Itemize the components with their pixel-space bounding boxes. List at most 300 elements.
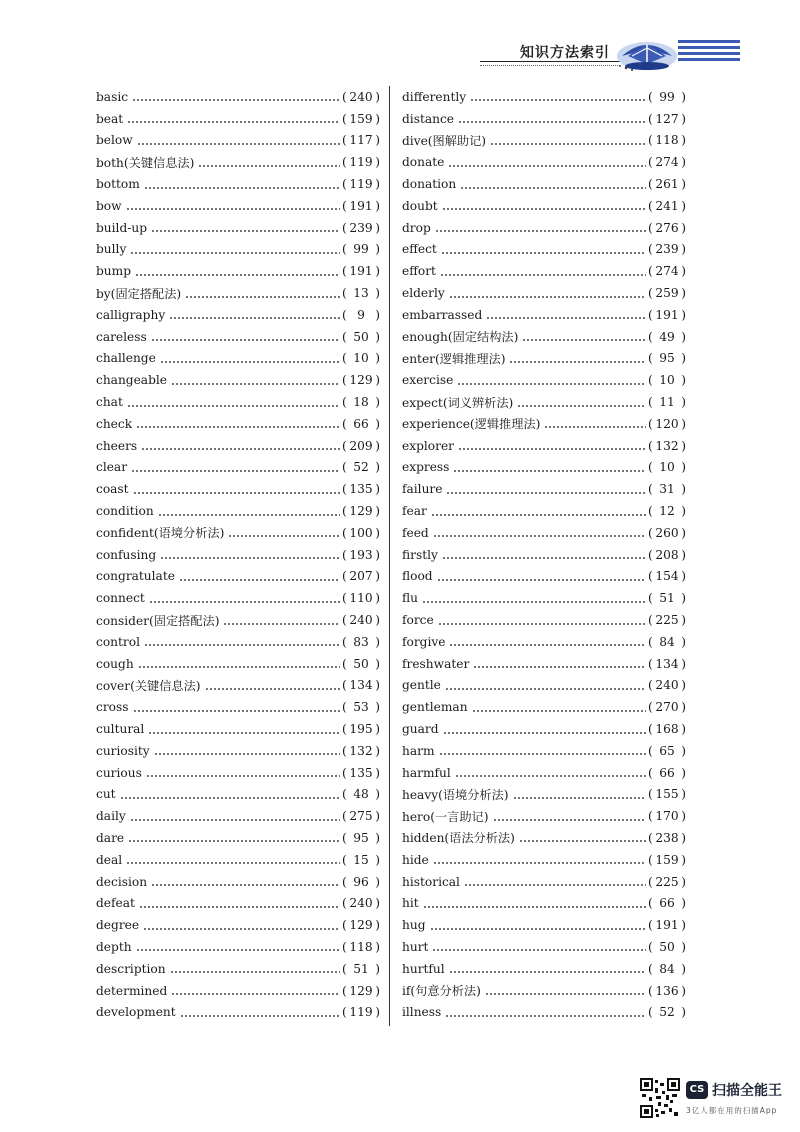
dot-leader bbox=[493, 819, 647, 821]
index-entry bbox=[96, 653, 380, 675]
index-entry bbox=[96, 217, 380, 239]
dot-leader bbox=[144, 187, 340, 189]
entry-page-number: ( 191 ) bbox=[648, 308, 686, 322]
index-entry bbox=[402, 544, 686, 566]
index-entry bbox=[402, 958, 686, 980]
dot-leader bbox=[154, 753, 340, 755]
dot-leader bbox=[133, 492, 340, 494]
entry-page-number: ( 13 ) bbox=[342, 286, 380, 300]
entry-page-number: ( 195 ) bbox=[342, 722, 380, 736]
entry-word: connect bbox=[96, 591, 145, 606]
entry-word: hide bbox=[402, 852, 429, 867]
entry-word: differently bbox=[402, 89, 467, 104]
dot-leader bbox=[136, 426, 340, 428]
index-entry bbox=[96, 130, 380, 152]
dot-leader bbox=[160, 557, 340, 559]
entry-word: dare bbox=[96, 830, 125, 845]
index-entry bbox=[96, 195, 380, 217]
entry-word: hug bbox=[402, 918, 426, 933]
dot-leader bbox=[430, 928, 646, 930]
dot-leader bbox=[448, 165, 646, 167]
entry-page-number: ( 134 ) bbox=[342, 678, 380, 692]
entry-page-number: ( 159 ) bbox=[648, 853, 686, 867]
entry-word: fear bbox=[402, 504, 427, 519]
index-entry bbox=[96, 740, 380, 762]
index-entry bbox=[96, 805, 380, 827]
dot-leader bbox=[136, 949, 340, 951]
entry-page-number: ( 191 ) bbox=[342, 199, 380, 213]
entry-word: curiosity bbox=[96, 743, 150, 758]
index-entry bbox=[402, 130, 686, 152]
dot-leader bbox=[437, 579, 646, 581]
entry-page-number: ( 84 ) bbox=[648, 635, 686, 649]
entry-word: by(固定搭配法) bbox=[96, 286, 182, 301]
entry-page-number: ( 238 ) bbox=[648, 831, 686, 845]
entry-page-number: ( 117 ) bbox=[342, 133, 380, 147]
index-entry bbox=[402, 413, 686, 435]
index-entry bbox=[96, 980, 380, 1002]
entry-page-number: ( 10 ) bbox=[648, 373, 686, 387]
entry-page-number: ( 12 ) bbox=[648, 504, 686, 518]
dot-leader bbox=[440, 274, 646, 276]
entry-page-number: ( 99 ) bbox=[342, 242, 380, 256]
index-entry bbox=[96, 849, 380, 871]
entry-word: bully bbox=[96, 242, 127, 257]
dot-leader bbox=[139, 906, 340, 908]
index-entry bbox=[96, 936, 380, 958]
entry-word: gentleman bbox=[402, 700, 468, 715]
qr-code-icon bbox=[640, 1078, 680, 1118]
entry-word: cross bbox=[96, 700, 129, 715]
dot-leader bbox=[126, 862, 340, 864]
entry-page-number: ( 170 ) bbox=[648, 809, 686, 823]
index-entry bbox=[402, 282, 686, 304]
entry-word: failure bbox=[402, 482, 443, 497]
dot-leader bbox=[228, 535, 340, 537]
entry-word: hidden(语法分析法) bbox=[402, 831, 515, 846]
dot-leader bbox=[180, 1015, 340, 1017]
index-entry bbox=[402, 936, 686, 958]
entry-page-number: ( 240 ) bbox=[648, 678, 686, 692]
entry-word: development bbox=[96, 1005, 176, 1020]
entry-word: heavy(语境分析法) bbox=[402, 787, 509, 802]
entry-word: effect bbox=[402, 242, 437, 257]
header-rule bbox=[480, 61, 620, 62]
entry-page-number: ( 66 ) bbox=[648, 766, 686, 780]
entry-word: forgive bbox=[402, 634, 446, 649]
entry-page-number: ( 66 ) bbox=[342, 417, 380, 431]
entry-word: express bbox=[402, 460, 450, 475]
index-entry bbox=[402, 740, 686, 762]
header-title: 知识方法索引 bbox=[520, 45, 610, 61]
entry-word: bump bbox=[96, 264, 132, 279]
index-entry bbox=[96, 108, 380, 130]
index-entry bbox=[96, 544, 380, 566]
index-entry bbox=[402, 391, 686, 413]
entry-page-number: ( 119 ) bbox=[342, 1005, 380, 1019]
entry-page-number: ( 129 ) bbox=[342, 504, 380, 518]
entry-page-number: ( 66 ) bbox=[648, 896, 686, 910]
scanner-badge bbox=[640, 1078, 790, 1122]
index-entry bbox=[402, 239, 686, 261]
entry-word: flood bbox=[402, 569, 433, 584]
index-entry bbox=[402, 892, 686, 914]
entry-page-number: ( 135 ) bbox=[342, 766, 380, 780]
entry-page-number: ( 9 ) bbox=[342, 308, 380, 322]
index-entry bbox=[96, 457, 380, 479]
entry-word: check bbox=[96, 416, 133, 431]
dot-leader bbox=[431, 514, 646, 516]
entry-page-number: ( 119 ) bbox=[342, 155, 380, 169]
index-entry bbox=[96, 696, 380, 718]
entry-page-number: ( 129 ) bbox=[342, 918, 380, 932]
index-entry bbox=[96, 391, 380, 413]
entry-word: donation bbox=[402, 177, 457, 192]
entry-word: depth bbox=[96, 939, 132, 954]
index-entry bbox=[96, 762, 380, 784]
dot-leader bbox=[522, 339, 646, 341]
index-entry bbox=[402, 675, 686, 697]
entry-page-number: ( 50 ) bbox=[342, 330, 380, 344]
entry-word: confident(语境分析法) bbox=[96, 526, 225, 541]
entry-page-number: ( 10 ) bbox=[648, 460, 686, 474]
entry-word: build-up bbox=[96, 220, 148, 235]
index-entry bbox=[96, 1001, 380, 1023]
entry-word: chat bbox=[96, 395, 123, 410]
entry-page-number: ( 10 ) bbox=[342, 351, 380, 365]
index-entry bbox=[402, 326, 686, 348]
dot-leader bbox=[126, 208, 340, 210]
index-entry bbox=[96, 151, 380, 173]
entry-word: hit bbox=[402, 896, 419, 911]
entry-page-number: ( 48 ) bbox=[342, 787, 380, 801]
entry-page-number: ( 207 ) bbox=[342, 569, 380, 583]
entry-word: beat bbox=[96, 111, 124, 126]
entry-word: both(关键信息法) bbox=[96, 155, 195, 170]
dot-leader bbox=[446, 492, 646, 494]
dot-leader bbox=[439, 753, 647, 755]
entry-page-number: ( 135 ) bbox=[342, 482, 380, 496]
entry-word: harm bbox=[402, 743, 435, 758]
dot-leader bbox=[128, 840, 340, 842]
entry-word: elderly bbox=[402, 286, 445, 301]
dot-leader bbox=[138, 666, 340, 668]
index-entry bbox=[96, 871, 380, 893]
dot-leader bbox=[441, 252, 646, 254]
dot-leader bbox=[171, 993, 340, 995]
entry-word: calligraphy bbox=[96, 307, 166, 322]
dot-leader bbox=[137, 143, 340, 145]
index-entry bbox=[96, 369, 380, 391]
entry-word: feed bbox=[402, 525, 429, 540]
dot-leader bbox=[143, 928, 340, 930]
entry-page-number: ( 193 ) bbox=[342, 548, 380, 562]
entry-word: illness bbox=[402, 1005, 442, 1020]
entry-word: embarrassed bbox=[402, 307, 483, 322]
entry-page-number: ( 240 ) bbox=[342, 613, 380, 627]
entry-word: description bbox=[96, 961, 166, 976]
entry-page-number: ( 52 ) bbox=[648, 1005, 686, 1019]
entry-page-number: ( 84 ) bbox=[648, 962, 686, 976]
dot-leader bbox=[513, 797, 646, 799]
entry-word: doubt bbox=[402, 198, 438, 213]
entry-page-number: ( 225 ) bbox=[648, 613, 686, 627]
dot-leader bbox=[485, 993, 646, 995]
dot-leader bbox=[130, 819, 340, 821]
dot-leader bbox=[144, 644, 340, 646]
index-entry bbox=[96, 522, 380, 544]
dot-leader bbox=[445, 688, 646, 690]
dot-leader bbox=[472, 710, 646, 712]
entry-word: freshwater bbox=[402, 656, 470, 671]
entry-page-number: ( 136 ) bbox=[648, 984, 686, 998]
entry-word: explorer bbox=[402, 438, 454, 453]
dot-leader bbox=[470, 99, 646, 101]
index-entry bbox=[96, 914, 380, 936]
entry-word: cover(关键信息法) bbox=[96, 678, 201, 693]
entry-page-number: ( 240 ) bbox=[342, 896, 380, 910]
index-entry bbox=[402, 348, 686, 370]
entry-page-number: ( 31 ) bbox=[648, 482, 686, 496]
scanner-tagline: 3亿人都在用的扫描App bbox=[686, 1106, 778, 1115]
entry-word: hurtful bbox=[402, 961, 445, 976]
dot-leader bbox=[179, 579, 340, 581]
dot-leader bbox=[131, 470, 340, 472]
index-entry bbox=[402, 631, 686, 653]
index-entry bbox=[402, 805, 686, 827]
entry-word: changeable bbox=[96, 373, 167, 388]
entry-page-number: ( 118 ) bbox=[648, 133, 686, 147]
entry-page-number: ( 52 ) bbox=[342, 460, 380, 474]
dot-leader bbox=[455, 775, 646, 777]
index-entry bbox=[96, 566, 380, 588]
entry-word: cough bbox=[96, 656, 134, 671]
entry-page-number: ( 154 ) bbox=[648, 569, 686, 583]
index-entry bbox=[402, 435, 686, 457]
entry-page-number: ( 100 ) bbox=[342, 526, 380, 540]
dot-leader bbox=[490, 143, 646, 145]
entry-page-number: ( 159 ) bbox=[342, 112, 380, 126]
entry-page-number: ( 95 ) bbox=[648, 351, 686, 365]
entry-page-number: ( 275 ) bbox=[342, 809, 380, 823]
dot-leader bbox=[473, 666, 646, 668]
entry-page-number: ( 50 ) bbox=[342, 657, 380, 671]
index-entry bbox=[96, 675, 380, 697]
index-entry bbox=[96, 958, 380, 980]
book-emblem-icon bbox=[614, 30, 680, 74]
index-entry bbox=[96, 260, 380, 282]
entry-page-number: ( 119 ) bbox=[342, 177, 380, 191]
index-entry bbox=[402, 827, 686, 849]
index-entry bbox=[96, 348, 380, 370]
entry-word: coast bbox=[96, 482, 129, 497]
header-rule-dots bbox=[480, 65, 620, 66]
entry-word: dive(图解助记) bbox=[402, 133, 487, 148]
dot-leader bbox=[160, 361, 340, 363]
index-entry bbox=[402, 522, 686, 544]
dot-leader bbox=[422, 601, 646, 603]
entry-word: cut bbox=[96, 787, 116, 802]
index-entry bbox=[96, 827, 380, 849]
entry-word: clear bbox=[96, 460, 128, 475]
dot-leader bbox=[445, 1015, 646, 1017]
entry-page-number: ( 99 ) bbox=[648, 90, 686, 104]
entry-page-number: ( 18 ) bbox=[342, 395, 380, 409]
entry-page-number: ( 260 ) bbox=[648, 526, 686, 540]
index-entry bbox=[402, 587, 686, 609]
dot-leader bbox=[449, 971, 646, 973]
entry-page-number: ( 51 ) bbox=[342, 962, 380, 976]
entry-page-number: ( 241 ) bbox=[648, 199, 686, 213]
entry-page-number: ( 239 ) bbox=[342, 221, 380, 235]
index-entry bbox=[96, 239, 380, 261]
entry-page-number: ( 127 ) bbox=[648, 112, 686, 126]
index-entry bbox=[402, 1001, 686, 1023]
dot-leader bbox=[151, 230, 340, 232]
dot-leader bbox=[509, 361, 646, 363]
dot-leader bbox=[198, 165, 340, 167]
entry-word: drop bbox=[402, 220, 431, 235]
index-entry bbox=[96, 478, 380, 500]
index-entry bbox=[96, 326, 380, 348]
dot-leader bbox=[519, 840, 646, 842]
entry-word: harmful bbox=[402, 765, 451, 780]
dot-leader bbox=[486, 317, 646, 319]
index-entry bbox=[96, 86, 380, 108]
index-entry bbox=[402, 217, 686, 239]
entry-page-number: ( 270 ) bbox=[648, 700, 686, 714]
entry-page-number: ( 239 ) bbox=[648, 242, 686, 256]
dot-leader bbox=[170, 971, 340, 973]
dot-leader bbox=[146, 775, 340, 777]
dot-leader bbox=[171, 383, 340, 385]
entry-word: condition bbox=[96, 504, 154, 519]
entry-word: degree bbox=[96, 918, 140, 933]
entry-page-number: ( 274 ) bbox=[648, 264, 686, 278]
entry-page-number: ( 51 ) bbox=[648, 591, 686, 605]
index-entry bbox=[402, 762, 686, 784]
dot-leader bbox=[151, 884, 340, 886]
entry-word: bottom bbox=[96, 177, 140, 192]
dot-leader bbox=[169, 317, 340, 319]
entry-word: below bbox=[96, 133, 133, 148]
entry-page-number: ( 53 ) bbox=[342, 700, 380, 714]
dot-leader bbox=[133, 710, 341, 712]
dot-leader bbox=[460, 187, 646, 189]
entry-word: enter(逻辑推理法) bbox=[402, 351, 506, 366]
dot-leader bbox=[149, 601, 340, 603]
entry-page-number: ( 276 ) bbox=[648, 221, 686, 235]
dot-leader bbox=[517, 405, 646, 407]
index-entry bbox=[96, 718, 380, 740]
header-stripes bbox=[678, 38, 740, 66]
entry-word: if(句意分析法) bbox=[402, 984, 481, 999]
entry-page-number: ( 129 ) bbox=[342, 373, 380, 387]
entry-page-number: ( 134 ) bbox=[648, 657, 686, 671]
dot-leader bbox=[457, 383, 646, 385]
entry-page-number: ( 191 ) bbox=[342, 264, 380, 278]
index-entry bbox=[402, 457, 686, 479]
entry-page-number: ( 209 ) bbox=[342, 439, 380, 453]
entry-word: expect(词义辨析法) bbox=[402, 395, 514, 410]
index-entry bbox=[402, 871, 686, 893]
dot-leader bbox=[185, 296, 340, 298]
scanner-app-name: 扫描全能王 bbox=[712, 1083, 782, 1099]
index-entry bbox=[96, 413, 380, 435]
entry-page-number: ( 240 ) bbox=[342, 90, 380, 104]
index-entry bbox=[402, 980, 686, 1002]
entry-word: enough(固定结构法) bbox=[402, 330, 519, 345]
entry-word: determined bbox=[96, 983, 168, 998]
entry-word: hero(一言助记) bbox=[402, 809, 489, 824]
entry-word: careless bbox=[96, 329, 147, 344]
dot-leader bbox=[449, 296, 646, 298]
entry-page-number: ( 225 ) bbox=[648, 875, 686, 889]
entry-word: firstly bbox=[402, 547, 438, 562]
entry-word: bow bbox=[96, 198, 122, 213]
entry-page-number: ( 83 ) bbox=[342, 635, 380, 649]
entry-word: consider(固定搭配法) bbox=[96, 613, 220, 628]
index-entry bbox=[96, 631, 380, 653]
index-entry bbox=[96, 609, 380, 631]
entry-page-number: ( 261 ) bbox=[648, 177, 686, 191]
entry-word: force bbox=[402, 613, 434, 628]
index-entry bbox=[402, 566, 686, 588]
index-column-right bbox=[402, 86, 686, 1023]
dot-leader bbox=[141, 448, 340, 450]
entry-word: hurt bbox=[402, 939, 429, 954]
entry-page-number: ( 50 ) bbox=[648, 940, 686, 954]
index-entry bbox=[402, 478, 686, 500]
column-divider bbox=[389, 86, 390, 1026]
entry-page-number: ( 274 ) bbox=[648, 155, 686, 169]
entry-word: cheers bbox=[96, 438, 138, 453]
index-entry bbox=[402, 849, 686, 871]
entry-word: flu bbox=[402, 591, 418, 606]
dot-leader bbox=[151, 339, 340, 341]
entry-word: decision bbox=[96, 874, 148, 889]
index-entry bbox=[96, 282, 380, 304]
index-entry bbox=[402, 784, 686, 806]
entry-page-number: ( 110 ) bbox=[342, 591, 380, 605]
dot-leader bbox=[449, 644, 646, 646]
entry-page-number: ( 11 ) bbox=[648, 395, 686, 409]
entry-word: basic bbox=[96, 89, 129, 104]
entry-page-number: ( 208 ) bbox=[648, 548, 686, 562]
index-entry bbox=[402, 369, 686, 391]
entry-page-number: ( 15 ) bbox=[342, 853, 380, 867]
entry-page-number: ( 132 ) bbox=[648, 439, 686, 453]
entry-page-number: ( 65 ) bbox=[648, 744, 686, 758]
dot-leader bbox=[438, 623, 646, 625]
index-entry bbox=[96, 784, 380, 806]
index-entry bbox=[402, 500, 686, 522]
index-column-left bbox=[96, 86, 380, 1023]
dot-leader bbox=[423, 906, 646, 908]
entry-word: guard bbox=[402, 722, 439, 736]
index-entry bbox=[402, 173, 686, 195]
dot-leader bbox=[433, 862, 646, 864]
dot-leader bbox=[442, 208, 646, 210]
entry-page-number: ( 129 ) bbox=[342, 984, 380, 998]
index-entry bbox=[402, 696, 686, 718]
dot-leader bbox=[453, 470, 646, 472]
entry-word: daily bbox=[96, 809, 126, 824]
dot-leader bbox=[544, 426, 646, 428]
dot-leader bbox=[127, 121, 340, 123]
dot-leader bbox=[432, 949, 646, 951]
entry-word: donate bbox=[402, 155, 445, 170]
